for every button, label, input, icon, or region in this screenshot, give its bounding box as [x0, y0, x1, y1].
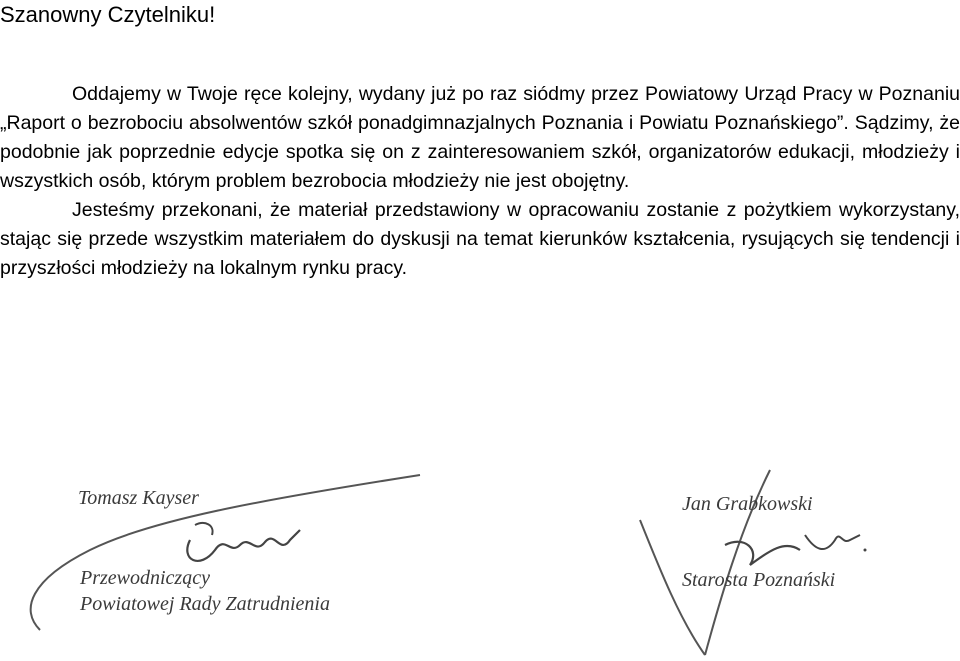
letter-body	[0, 80, 960, 283]
signer-title-left-line2: Powiatowej Rady Zatrudnienia	[80, 593, 330, 615]
signer-title-left-line1: Przewodniczący	[80, 567, 210, 589]
signer-name-left: Tomasz Kayser	[78, 487, 199, 509]
paragraph-1: Oddajemy w Twoje ręce kolejny, wydany już po raz siódmy przez Powiatowy Urząd Pracy w Poznaniu „Raport o bezrobociu absolwentów szkół ponadgimnazjalnych Poznania i Powiatu Poznańskiego”. Sądzimy, że podobnie jak poprzednie edycje spotka się on z zainteresowaniem szkół, organizatorów edukacji, młodzieży i wszystkich osób, którym problem bezrobocia młodzieży nie jest obojętny.	[0, 83, 960, 192]
handwritten-signature-left	[0, 470, 440, 661]
letter-greeting: Szanowny Czytelniku!	[0, 2, 216, 27]
paragraph-2: Jesteśmy przekonani, że materiał przedstawiony w opracowaniu zostanie z pożytkiem wykorzystany, stając się przede wszystkim materiałem do dyskusji na temat kierunków kształcenia, rysujących się tendencji i przyszłości młodzieży na lokalnym rynku pracy.	[0, 199, 960, 279]
signature-block-right	[620, 450, 960, 661]
signer-name-right: Jan Grabkowski	[682, 493, 813, 515]
handwritten-signature-right	[620, 450, 960, 661]
signature-block-left	[0, 470, 440, 661]
signer-title-right: Starosta Poznański	[682, 569, 836, 591]
